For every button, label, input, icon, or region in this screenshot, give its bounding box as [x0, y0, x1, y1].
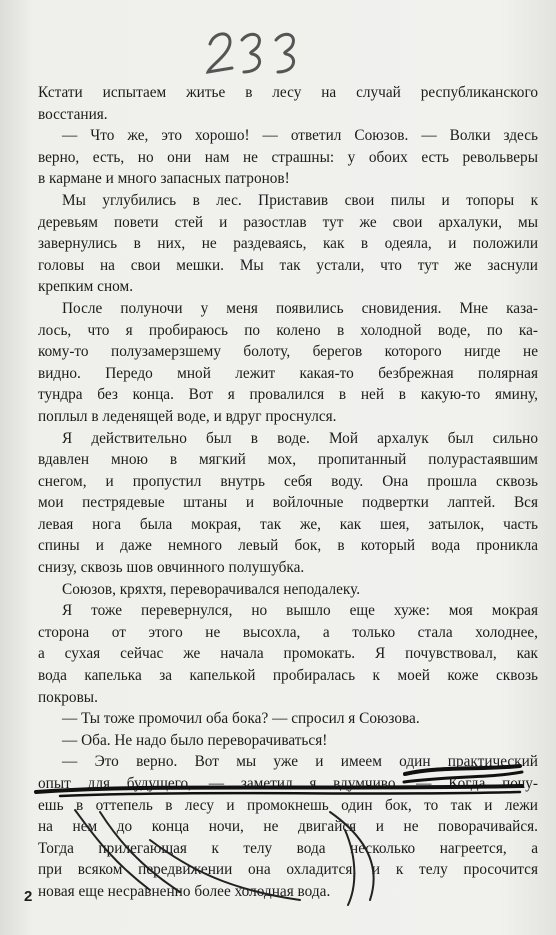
text-line: поплыл в леденящей воде, и вдруг проснулся.: [38, 407, 337, 425]
text-line: при всяком передвижении она охладится, и к телу просочится: [38, 861, 538, 879]
text-line: в кармане и много запасных патронов!: [38, 170, 290, 188]
text-line: головы на свои мешки. Мы так устали, что тут же заснули: [38, 256, 538, 274]
text-line: После полуночи у меня появились сновидения. Мне каза-: [62, 299, 538, 317]
text-line: мои пестрядевые штаны и войлочные подвертки лаптей. Вся: [38, 494, 538, 512]
text-line: видно. Передо мной лежит какая-то безбрежная полярная: [38, 364, 538, 382]
paragraph: [38, 751, 538, 902]
handwritten-page-note: [200, 22, 320, 82]
text-line: снегом, и пропустил внутрь себя воду. Она прошла сквозь: [38, 472, 538, 490]
paragraph: [38, 579, 538, 601]
text-line: сторона от этого не высохла, а только стала холоднее,: [38, 623, 538, 641]
text-line: спины и даже немного левый бок, в который вода проникла: [38, 537, 538, 555]
text-line: вода капелька за капелькой пробиралась к моей коже сквозь: [38, 667, 538, 685]
body-text: [38, 82, 538, 903]
text-line: восстания.: [38, 105, 108, 123]
paragraph: [38, 428, 538, 579]
text-line: Мы углубились в лес. Приставив свои пилы и топоры к: [62, 191, 538, 209]
text-line: — Это верно. Вот мы уже и имеем один практический: [62, 753, 538, 771]
text-line: Кстати испытаем житье в лесу на случай республиканского: [38, 84, 538, 101]
paragraph: [38, 190, 538, 298]
text-line: лось, что я пробираюсь по колено в холодной воде, по ка-: [38, 321, 538, 339]
text-line: левая нога была мокрая, так же, как шея, затылок, часть: [38, 515, 538, 533]
paragraph: [38, 730, 538, 752]
paragraph: [38, 298, 538, 428]
text-line: Я тоже перевернулся, но вышло еще хуже: моя мокрая: [62, 602, 538, 620]
page-number: 2: [24, 888, 33, 905]
paragraph: [38, 125, 538, 190]
paragraph: [38, 708, 538, 730]
text-line: кому-то полузамерзшему болоту, берегов которого нигде не: [38, 343, 538, 361]
text-line: вдавлен мною в мягкий мох, пропитанный полурастаявшим: [38, 451, 538, 469]
text-line: Я действительно был в воде. Мой архалук был сильно: [62, 429, 538, 447]
text-line: — Что же, это хорошо! — ответил Союзов. — Волки здесь: [62, 127, 538, 145]
text-line: — Ты тоже промочил оба бока? — спросил я Союзова.: [62, 710, 420, 728]
paragraph: [38, 82, 538, 125]
text-line: завернулись в них, не раздеваясь, как в одеяла, и положили: [38, 235, 538, 253]
text-line: деревьям повети стей и разостлав тут же свои архалуки, мы: [38, 213, 538, 231]
text-line: а сухая сейчас же начала промокать. Я почувствовал, как: [38, 645, 538, 663]
text-line: снизу, сквозь шов овчинного полушубка.: [38, 559, 305, 577]
text-line: верно, есть, но они нам не страшны: у обоих есть револьверы: [38, 148, 538, 166]
text-line: крепким сном.: [38, 278, 134, 296]
text-line: покровы.: [38, 688, 98, 706]
text-line: Тогда прилегающая к телу вода несколько нагреется, а: [38, 839, 538, 857]
text-line: ешь в оттепель в лесу и промокнешь один бок, то так и лежи: [38, 796, 538, 814]
text-line: опыт для будущего, — заметил я вдумчиво. — Когда почу-: [38, 775, 538, 792]
text-line: — Оба. Не надо было переворачиваться!: [62, 731, 328, 749]
text-line: новая еще несравненно более холодная вода.: [38, 882, 331, 900]
text-line: на нем до конца ночи, не двигайся и не поворачивайся.: [38, 818, 538, 836]
paragraph: [38, 600, 538, 708]
text-line: Союзов, кряхтя, переворачивался неподалеку.: [62, 580, 361, 598]
text-line: тундра без конца. Вот я провалился в ней в какую-то ямину,: [38, 386, 538, 404]
